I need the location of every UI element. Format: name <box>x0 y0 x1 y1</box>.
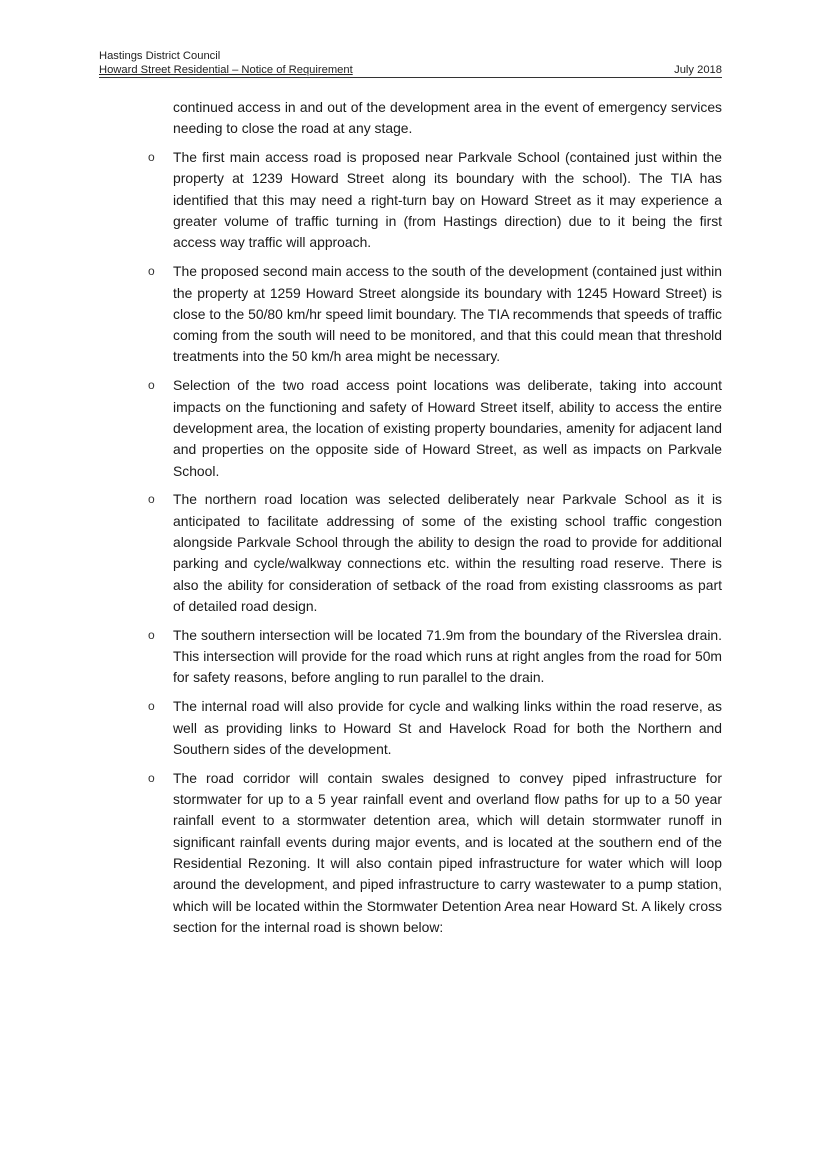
list-item-text: The road corridor will contain swales designed to convey piped infrastructure for stormwater for up to a 5 year rainfall event and overland flow paths for up to a 50 year rainfall event to a stormwater detention area, which will detain stormwater runoff in significant rainfall events during major events, and is located at the southern end of the Residential Rezoning. It will also contain piped infrastructure for water which will loop around the development, and piped infrastructure to carry wastewater to a pump station, which will be located within the Stormwater Detention Area near Howard St. A likely cross section for the internal road is shown below: <box>173 769 722 935</box>
page-header <box>99 49 722 78</box>
header-title-row <box>99 63 722 78</box>
continued-paragraph: continued access in and out of the development area in the event of emergency services needing to close the road at any stage. <box>173 99 722 137</box>
list-item <box>148 147 722 253</box>
list-item-text: The northern road location was selected deliberately near Parkvale School as it is anticipated to facilitate addressing of some of the existing school traffic congestion alongside Parkvale School through the ability to design the road to provide for additional parking and cycle/walkway connections etc. within the resulting road reserve. There is also the ability for consideration of setback of the road from existing classrooms as part of detailed road design. <box>173 491 722 614</box>
list-item-text: Selection of the two road access point locations was deliberate, taking into account impacts on the functioning and safety of Howard Street itself, ability to access the entire development area, the location of existing property boundaries, amenity for adjacent land and properties on the opposite side of Howard Street, as well as impacts on Parkvale School. <box>173 377 722 479</box>
list-item <box>148 768 722 938</box>
list-item-text: The internal road will also provide for cycle and walking links within the road reserve, as well as providing links to Howard St and Havelock Road for both the Northern and Southern sides of the development. <box>173 698 722 757</box>
list-item <box>148 375 722 481</box>
list-item-text: The first main access road is proposed near Parkvale School (contained just within the property at 1239 Howard Street along its boundary with the school). The TIA has identified that this may need a right-turn bay on Howard Street as it may experience a greater volume of traffic turning in (from Hastings direction) due to it being the first access way traffic will approach. <box>173 149 722 251</box>
list-item <box>148 696 722 760</box>
bullet-marker: o <box>148 264 155 279</box>
list-item-text: The southern intersection will be located 71.9m from the boundary of the Riverslea drain. This intersection will provide for the road which runs at right angles from the road for 50m for safety reasons, before angling to run parallel to the drain. <box>173 626 722 686</box>
document-body <box>148 97 722 946</box>
bullet-marker: o <box>148 378 155 393</box>
bullet-marker: o <box>148 699 155 714</box>
list-item <box>148 261 722 367</box>
bullet-marker: o <box>148 150 155 165</box>
header-organisation: Hastings District Council <box>99 50 221 62</box>
header-date: July 2018 <box>674 64 722 76</box>
list-item-text: The proposed second main access to the south of the development (contained just within the property at 1259 Howard Street alongside its boundary with 1245 Howard Street) is close to the 50/80 km/hr speed limit boundary. The TIA recommends that speeds of traffic coming from the south will need to be monitored, and that this could mean that threshold treatments into the 50 km/h area might be necessary. <box>173 263 722 365</box>
list-item <box>148 489 722 617</box>
bullet-marker: o <box>148 770 155 785</box>
bullet-marker: o <box>148 627 155 642</box>
header-document-title: Howard Street Residential – Notice of Requirement <box>99 64 353 76</box>
bullet-marker: o <box>148 492 155 507</box>
list-item <box>148 625 722 689</box>
